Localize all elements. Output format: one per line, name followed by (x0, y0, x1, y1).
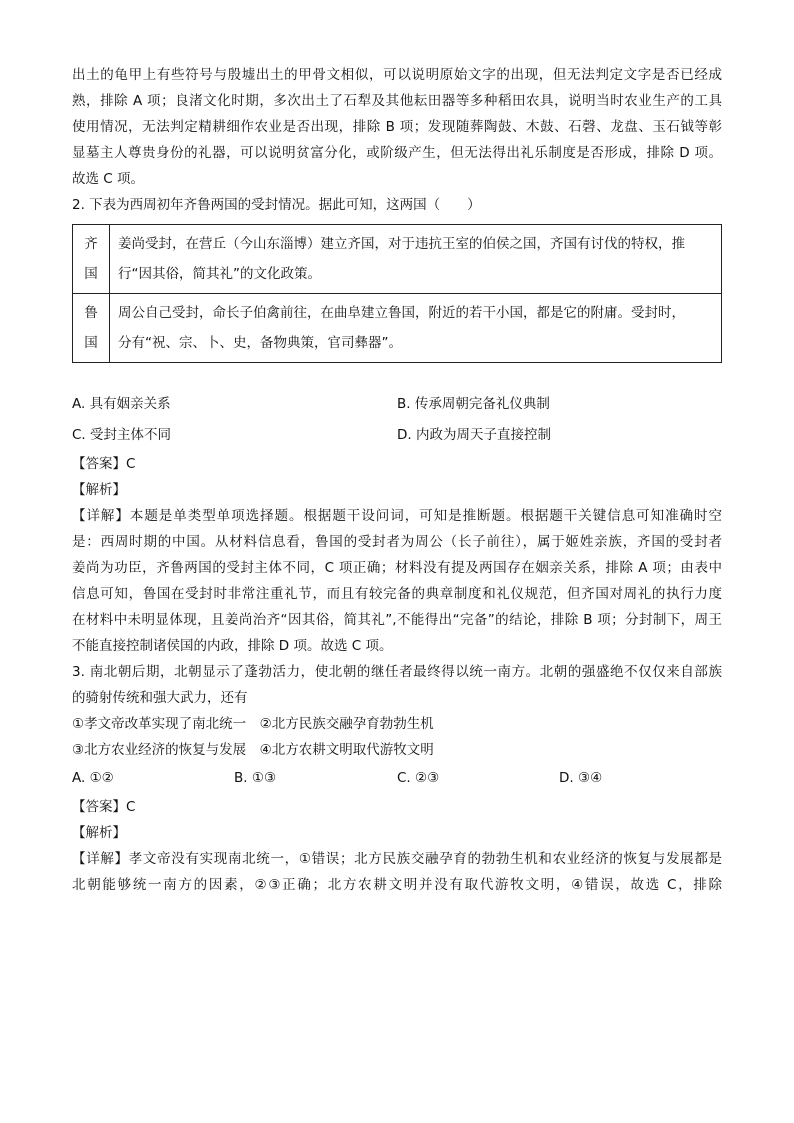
detail-line: 不能直接控制诸侯国的内政，排除 D 项。故选 C 项。 (72, 638, 393, 654)
analysis-heading: 【解析】 (72, 825, 126, 841)
question-2-table (72, 224, 722, 363)
table-key-cell (73, 225, 110, 294)
question-3-stem: 的骑射传统和强大武力，还有 (72, 690, 248, 706)
table-text-line: 姜尚受封，在营丘（今山东淄博）建立齐国，对于违抗王室的伯侯之国，齐国有讨伐的特权，推 (118, 236, 685, 252)
question-2 (72, 192, 722, 659)
options-row (72, 763, 722, 794)
detail-line: 是：西周时期的中国。从材料信息看，鲁国的受封者为周公（长子前往），属于姬姓亲族，齐国的受封者 (72, 534, 722, 550)
table-text-line: 周公自己受封，命长子伯禽前往，在曲阜建立鲁国，附近的若干小国，都是它的附庸。受封时， (118, 305, 685, 321)
option-d[interactable]: D. ③④ (559, 770, 603, 786)
detail-line: 姜尚为功臣，齐鲁两国的受封主体不同，C 项正确；材料没有提及两国存在姻亲关系，排除 A 项；由表中 (72, 560, 722, 576)
answer-label: 答案 (85, 799, 113, 815)
options-row (72, 420, 722, 451)
text-line: 熟，排除 A 项；良渚文化时期，多次出土了石犁及其他耘田器等多种稻田农具，说明当时农业生产的工具 (72, 93, 722, 109)
text-line: 出土的龟甲上有些符号与殷墟出土的甲骨文相似，可以说明原始文字的出现，但无法判定文字是否已经成 (72, 67, 722, 83)
option-a[interactable]: A. 具有姻亲关系 (72, 396, 171, 412)
answer-line: 【答案】C (72, 456, 136, 472)
text-line: 故选 C 项。 (72, 171, 145, 187)
detail-line: 信息可知，鲁国在受封时非常注重礼节，而且有较完备的典章制度和礼仪规范，但齐国对周礼的执行力度 (72, 586, 722, 602)
table-value-cell (110, 225, 722, 294)
detail-line: 北朝能够统一南方的因素，②③正确；北方农耕文明并没有取代游牧文明，④错误，故选 C，排除 (72, 877, 722, 893)
analysis-heading: 【解析】 (72, 482, 126, 498)
text-line: 使用情况，无法判定精耕细作农业是否出现，排除 B 项；发现随葬陶鼓、木鼓、石磬、龙盘、玉石钺等彰 (72, 119, 722, 135)
detail-line: 在材料中未明显体现，且姜尚治齐“因其俗，简其礼”,不能得出“完备”的结论，排除 B 项；分封制下，周王 (72, 612, 722, 628)
option-c[interactable]: C. 受封主体不同 (72, 427, 172, 443)
detail-line: 【详解】本题是单类型单项选择题。根据题干设问词，可知是推断题。根据题干关键信息可知准确时空 (72, 508, 722, 524)
answer-label: 答案 (85, 456, 113, 472)
document-page (72, 62, 722, 898)
table-value-cell (110, 294, 722, 363)
table-text-line: 行“因其俗，简其礼”的文化政策。 (118, 266, 321, 282)
option-c[interactable]: C. ②③ (397, 770, 440, 786)
answer-line: 【答案】C (72, 799, 136, 815)
question-3-stem: 3. 南北朝后期，北朝显示了蓬勃活力，使北朝的继任者最终得以统一南方。北朝的强盛绝不仅仅来自部族 (72, 664, 722, 680)
table-key-char: 鲁 (84, 305, 98, 321)
analysis-label: 解析 (85, 825, 113, 841)
detail-text: 本题是单类型单项选择题。根据题干设问词，可知是推断题。根据题干关键信息可知准确时空 (129, 508, 722, 524)
previous-analysis-paragraph (72, 62, 722, 192)
table-key-char: 国 (84, 266, 98, 282)
table-text-line: 分有“祝、宗、卜、史，备物典策，官司彝器”。 (118, 335, 402, 351)
table-key-char: 国 (84, 335, 98, 351)
table-row (73, 294, 722, 363)
statement-line: ①孝文帝改革实现了南北统一 ②北方民族交融孕育勃勃生机 (72, 716, 434, 732)
text-line: 显墓主人尊贵身份的礼器，可以说明贫富分化，或阶级产生，但无法得出礼乐制度是否形成，排除 D 项。 (72, 145, 722, 161)
detail-text: 孝文帝没有实现南北统一，①错误；北方民族交融孕育的勃勃生机和农业经济的恢复与发展都是 (128, 851, 722, 867)
detail-line: 【详解】孝文帝没有实现南北统一，①错误；北方民族交融孕育的勃勃生机和农业经济的恢复与发展都是 (72, 851, 722, 867)
option-d[interactable]: D. 内政为周天子直接控制 (397, 427, 551, 443)
table-key-cell (73, 294, 110, 363)
option-a[interactable]: A. ①② (72, 770, 114, 786)
answer-value: C (126, 799, 136, 815)
options-row (72, 389, 722, 420)
question-3 (72, 659, 722, 898)
table-row (73, 225, 722, 294)
option-b[interactable]: B. 传承周朝完备礼仪典制 (397, 396, 550, 412)
answer-value: C (126, 456, 136, 472)
analysis-label: 解析 (85, 482, 113, 498)
question-2-stem: 2. 下表为西周初年齐鲁两国的受封情况。据此可知，这两国（ ） (72, 197, 481, 213)
detail-label: 详解 (86, 851, 115, 867)
table-key-char: 齐 (84, 236, 98, 252)
statement-line: ③北方农业经济的恢复与发展 ④北方农耕文明取代游牧文明 (72, 742, 434, 758)
option-b[interactable]: B. ①③ (234, 770, 277, 786)
detail-label: 详解 (86, 508, 116, 524)
